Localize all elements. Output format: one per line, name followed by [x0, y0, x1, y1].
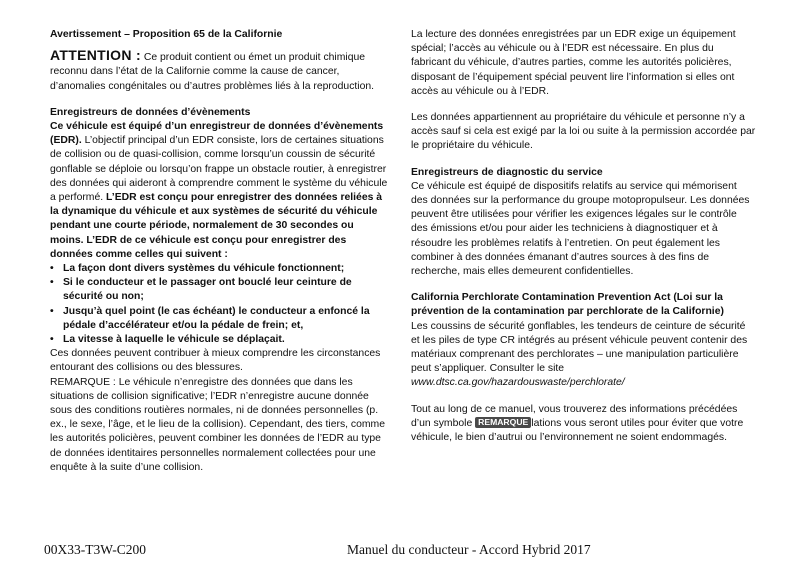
manual-title: Manuel du conducteur - Accord Hybrid 2017	[347, 542, 591, 557]
list-item: • Jusqu’à quel point (le cas échéant) le conducteur a enfoncé la pédale d’accélérateur et/ou la pédale de frein; et,	[50, 305, 370, 331]
right-column	[411, 28, 756, 445]
attention-word: ATTENTION :	[50, 47, 141, 64]
remark-paragraph: REMARQUE : Le véhicule n’enregistre des données que dans les situations de collision significative; l’EDR n’enregistre aucune donnée sous des conditions routières normales, ni de données personnelles (p. ex., le sexe, l’âge, et le lieu de la collision). Cependant, des tiers, comme les autorités policières, peuvent combiner les données de l’EDR au type de données identitaires personnelles normalement collectées pour une enquête à la suite d’une collision.	[50, 376, 385, 473]
closing-hidden-fragment: lations vous seront	[531, 417, 618, 429]
bullet-icon: •	[50, 305, 54, 317]
left-column	[50, 28, 390, 475]
after-bullets-text: Ces données peuvent contribuer à mieux comprendre les circonstances entourant des collisions ou des blessures.	[50, 348, 381, 374]
list-item: • Si le conducteur et le passager ont bouclé leur ceinture de sécurité ou non;	[50, 277, 352, 303]
perchlorate-url[interactable]: www.dtsc.ca.gov/hazardouswaste/perchlorate/	[411, 377, 625, 389]
diagnostic-heading: Enregistreurs de diagnostic du service	[411, 166, 603, 178]
edr-heading: Enregistreurs de données d’évènements	[50, 106, 251, 118]
remark-badge: REMARQUE	[475, 417, 531, 428]
closing-paragraph	[411, 403, 756, 446]
edr-bullet-list	[50, 262, 390, 347]
edr-owner-paragraph: Les données appartiennent au propriétaire du véhicule et personne n’y a accès sauf si cela est exigé par la loi ou suite à la permission accordée par le propriétaire du véhicule.	[411, 112, 756, 152]
list-item: • La façon dont divers systèmes du véhicule fonctionnent;	[50, 262, 390, 276]
edr-bold-text: L’EDR est conçu pour enregistrer des données reliées à la dynamique du véhicule et aux systèmes de sécurité du véhicule pendant une courte période, normalement de 30 secondes ou moins. L’EDR de ce véhicule est conçu pour enregistrer des données comme celles qui suivent :	[50, 192, 383, 260]
warning-title: Avertissement – Proposition 65 de la Californie	[50, 29, 283, 40]
edr-lead: Ce véhicule est équipé d’un enregistreur de données d’évènements (EDR).	[50, 121, 384, 147]
attention-paragraph	[50, 48, 390, 94]
attention-text: Ce produit contient ou émet un produit chimique reconnu dans l’état de la Californie comme la cause de cancer, d’anomalies congénitales ou d’autres problèmes liés à la reproduction.	[50, 52, 375, 92]
bullet-icon: •	[50, 263, 54, 275]
closing-text-before: Tout au long de ce manuel, vous trouverez des informations précédées d’un symbole	[411, 403, 738, 429]
closing-text-after: utiles pour éviter que votre véhicule, le bien d’autrui ou l’environnement ne soient endommagés.	[411, 417, 744, 444]
bullet-icon: •	[50, 334, 54, 346]
perchlorate-heading: California Perchlorate Contamination Prevention Act (Loi sur la prévention de la contamination par perchlorate de la Californie)	[411, 292, 724, 318]
perchlorate-text: Les coussins de sécurité gonflables, les tendeurs de ceinture de sécurité et les piles de type CR intégrés au présent véhicule peuvent contenir des matériaux comprenant des perchlorates – une manipulation particulière peut s’appliquer. Consulter le site	[411, 320, 748, 375]
perchlorate-paragraph	[411, 320, 756, 391]
edr-text: L’objectif principal d’un EDR consiste, lors de certaines situations de collision ou de quasi-collision, comme lorsqu’un coussin de sécurité gonflable se déploie ou lorsqu’on frappe un obstacle routier, à enregistrer des données qui aideront à comprendre comment le système du véhicule a performé.	[50, 135, 388, 204]
document-code: 00X33-T3W-C200	[44, 542, 146, 557]
list-item: • La vitesse à laquelle le véhicule se déplaçait.	[50, 333, 390, 347]
edr-paragraph	[50, 120, 390, 262]
edr-read-paragraph: La lecture des données enregistrées par un EDR exige un équipement spécial; l’accès au véhicule ou à l’EDR est nécessaire. En plus du fabricant du véhicule, d’autres parties, comme les autorités policières, disposant de l’équipement spécial peuvent lire l’information si elles ont accès au véhicule ou à l’EDR.	[411, 29, 736, 97]
bullet-icon: •	[50, 277, 54, 289]
diagnostic-paragraph: Ce véhicule est équipé de dispositifs relatifs au service qui mémorisent des données sur la performance du groupe motopropulseur. Les données peuvent être utilisées pour vérifier les exigences légales sur le contrôle des émissions et/ou pour aider les techniciens à diagnostiquer et à résoudre les problèmes relatifs à l’entretien. On peut également les combiner à des données émanant d’autres sources à des fins de recherche, mais elles demeurent confidentielles.	[411, 180, 750, 278]
